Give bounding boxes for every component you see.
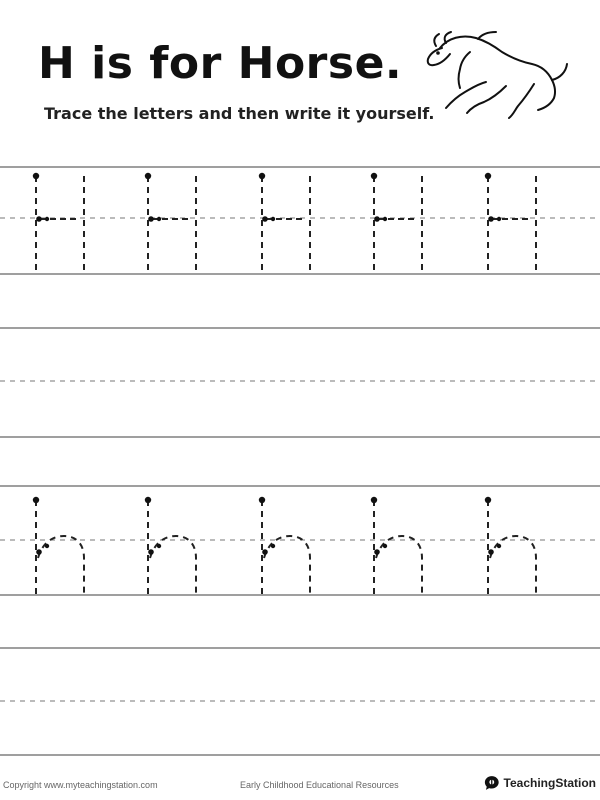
- practice-row-lowercase: [0, 486, 600, 595]
- practice-row-uppercase: [0, 167, 600, 274]
- practice-row-blank-1: [0, 328, 600, 437]
- uppercase-h-trace-glyph: [371, 173, 422, 274]
- speech-bubble-logo-icon: [484, 774, 500, 792]
- lowercase-h-trace-glyph: [259, 497, 310, 595]
- brand-name: TeachingStation: [503, 776, 596, 790]
- uppercase-h-trace-glyph: [145, 173, 196, 274]
- lowercase-h-trace-glyph: [485, 497, 536, 595]
- lowercase-h-trace-glyph: [371, 497, 422, 595]
- lowercase-h-trace-glyph: [33, 497, 84, 595]
- worksheet-instruction: Trace the letters and then write it yourself.: [44, 104, 435, 123]
- lowercase-h-tracing-group: [33, 497, 536, 595]
- footer-copyright: Copyright www.myteachingstation.com: [3, 780, 158, 790]
- uppercase-h-trace-glyph: [259, 173, 310, 274]
- uppercase-h-tracing-group: [33, 173, 536, 274]
- uppercase-h-trace-glyph: [485, 173, 536, 274]
- teaching-station-brand: [484, 772, 596, 794]
- footer-tagline: Early Childhood Educational Resources: [240, 780, 399, 790]
- lowercase-h-trace-glyph: [145, 497, 196, 595]
- worksheet-title: H is for Horse.: [38, 38, 403, 89]
- practice-row-blank-2: [0, 648, 600, 755]
- uppercase-h-trace-glyph: [33, 173, 84, 274]
